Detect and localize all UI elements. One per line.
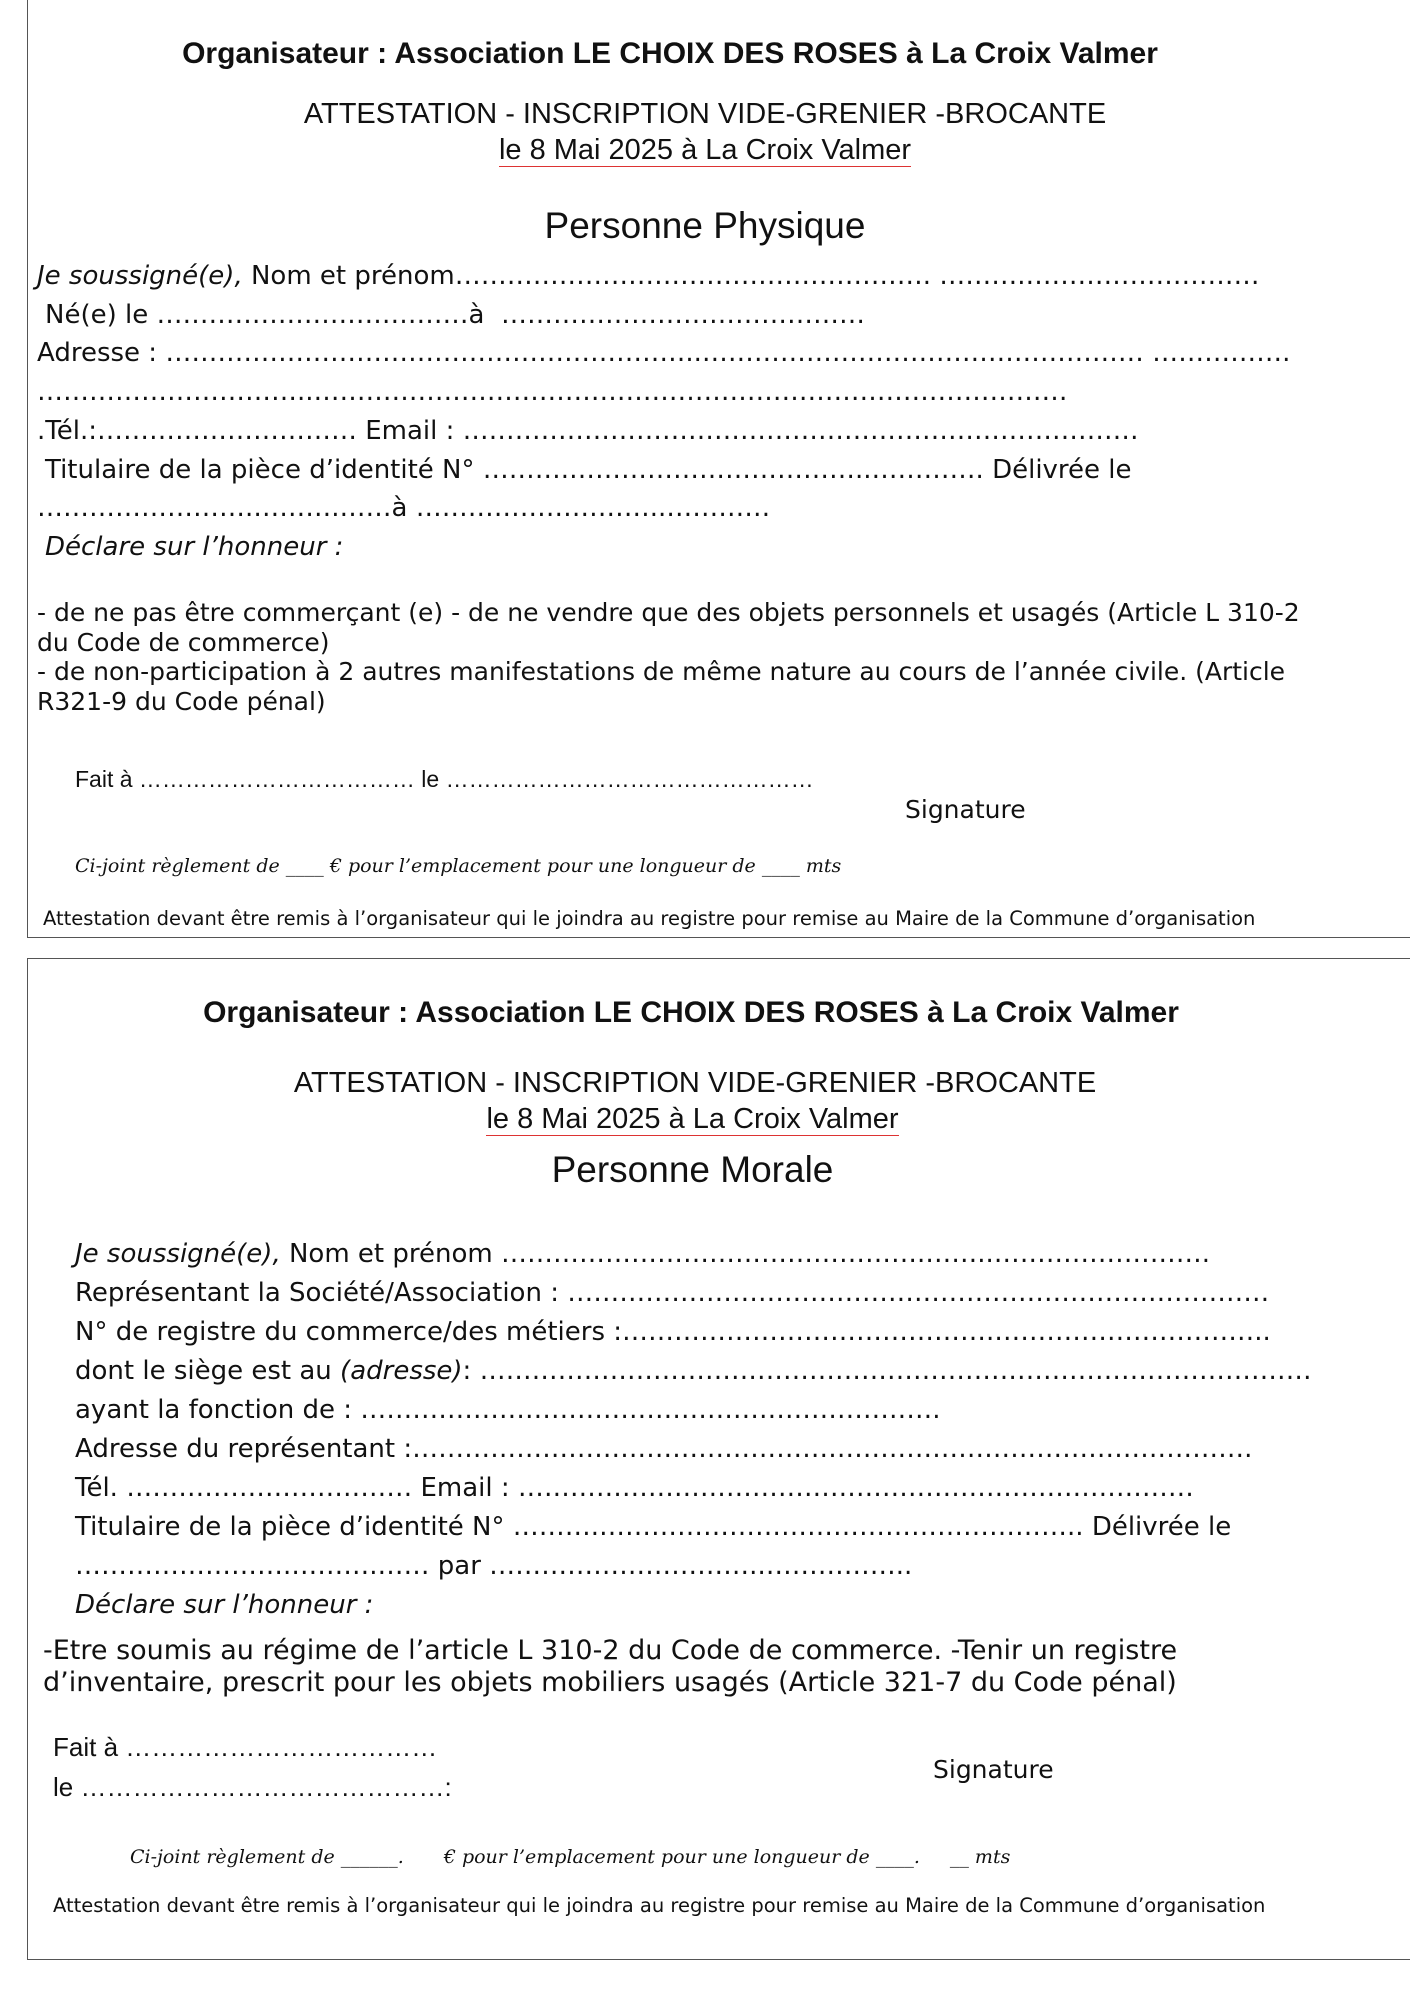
signature-label: Signature: [933, 1755, 1054, 1784]
naissance-field[interactable]: Né(e) le ………………………………à ……………………………………: [45, 300, 865, 330]
footer-note: Attestation devant être remis à l’organisateur qui le joindra au registre pour remise au Maire de la Commune d’organisation: [53, 1894, 1266, 1917]
nom-prenom-field[interactable]: Nom et prénom ………………………………………….……..…………………….: [280, 1239, 1211, 1269]
siege-adresse-hint: (adresse): [340, 1356, 463, 1386]
fonction-field[interactable]: ayant la fonction de : ………………………………………………………….: [75, 1395, 941, 1425]
piece-identite-field[interactable]: Titulaire de la pièce d’identité N° ……….……………………………………………….. Délivrée le: [75, 1512, 1232, 1542]
organizer-heading: Organisateur : Association LE CHOIX DES ROSES à La Croix Valmer: [182, 37, 1158, 70]
event-date-text: le 8 Mai 2025 à La Croix Valmer: [486, 1103, 899, 1135]
nom-prenom-field[interactable]: Nom et prénom………………………………………………. ……….………………………: [242, 261, 1260, 291]
siege-label: dont le siège est au: [75, 1356, 341, 1386]
form-subtitle: Personne Morale: [551, 1149, 834, 1190]
attestation-title: [0, 99, 1410, 131]
fait-a-field[interactable]: Fait à ………………………………: [53, 1732, 438, 1762]
attestation-title-text: ATTESTATION - INSCRIPTION VIDE-GRENIER -BROCANTE: [293, 1067, 1097, 1099]
declare-heading: Déclare sur l’honneur :: [45, 532, 344, 562]
piece-identite-field[interactable]: Titulaire de la pièce d’identité N° ……….……………………………..…………. Délivrée le: [45, 455, 1132, 485]
reglement-line: [130, 1847, 1010, 1868]
reglement-line[interactable]: Ci-joint règlement de ____ € pour l’emplacement pour une longueur de ____ mts: [75, 855, 842, 877]
registre-commerce-field[interactable]: N° de registre du commerce/des métiers :…………………………………….…………………………..: [75, 1317, 1271, 1347]
event-date-line: [0, 1104, 1410, 1136]
tel-email-field[interactable]: Tél. …………………………… Email : ……………………………………………………………………: [75, 1473, 1194, 1503]
form-subtitle: Personne Physique: [544, 205, 866, 246]
adresse-continuation-field[interactable]: …………………………..……………………………………………………………………………: [37, 377, 1068, 407]
soussigne-label: Je soussigné(e),: [75, 1239, 281, 1269]
event-date-text: le 8 Mai 2025 à La Croix Valmer: [498, 134, 912, 166]
declaration-text: -Etre soumis au régime de l’article L 310-2 du Code de commerce. -Tenir un registre d’inventaire, prescrit pour les objets mobiliers usagés (Article 321-7 du Code pénal): [43, 1635, 1186, 1698]
adresse-representant-field[interactable]: Adresse du représentant :…………………………………………………………………………………….: [75, 1434, 1253, 1464]
attestation-title: [0, 1068, 1410, 1100]
fait-le-field[interactable]: le ……………………………………:: [53, 1772, 452, 1802]
delivrance-field[interactable]: …………………….……….……à ………………………..…………: [37, 493, 771, 523]
reglement-montant-field[interactable]: Ci-joint règlement de ______.: [130, 1846, 404, 1868]
declaration-text: - de ne pas être commerçant (e) - de ne vendre que des objets personnels et usagés (Article L 310-2 du Code de commerce) - de non-participation à 2 autres manifestations de même nature au cours de l’année civile. (Article R321-9 du Code pénal): [37, 598, 1300, 716]
soussigne-label: Je soussigné(e),: [37, 261, 243, 291]
reglement-longueur-field[interactable]: € pour l’emplacement pour une longueur de ____.: [443, 1846, 920, 1868]
siege-adresse-field[interactable]: : ……………………………………………………………………………………: [462, 1356, 1312, 1386]
delivrance-field[interactable]: …………………….……….…… par …………………………..……………..: [75, 1551, 913, 1581]
adresse-field[interactable]: Adresse : ……………………………………………………..…………………………………………… …………….: [37, 338, 1291, 368]
soussigne-line: [37, 262, 1260, 291]
tel-email-field[interactable]: .Tél.:………………………… Email : ……………………………………………………………………: [37, 416, 1139, 446]
fait-a-field[interactable]: Fait à ……………………………… le …………………………………………: [75, 766, 814, 792]
event-date-line: [0, 135, 1410, 167]
reglement-mts-field[interactable]: __ mts: [949, 1846, 1011, 1868]
soussigne-line: [75, 1240, 1210, 1269]
siege-adresse-line: [75, 1357, 1312, 1386]
organizer-heading: Organisateur : Association LE CHOIX DES ROSES à La Croix Valmer: [203, 996, 1179, 1029]
footer-note: Attestation devant être remis à l’organisateur qui le joindra au registre pour remise au Maire de la Commune d’organisation: [43, 907, 1256, 930]
signature-label: Signature: [905, 795, 1026, 824]
declare-heading: Déclare sur l’honneur :: [75, 1590, 374, 1620]
attestation-title-text: ATTESTATION - INSCRIPTION VIDE-GRENIER -BROCANTE: [303, 98, 1107, 130]
representant-field[interactable]: Représentant la Société/Association : ………………………………………………………………………: [75, 1278, 1270, 1308]
